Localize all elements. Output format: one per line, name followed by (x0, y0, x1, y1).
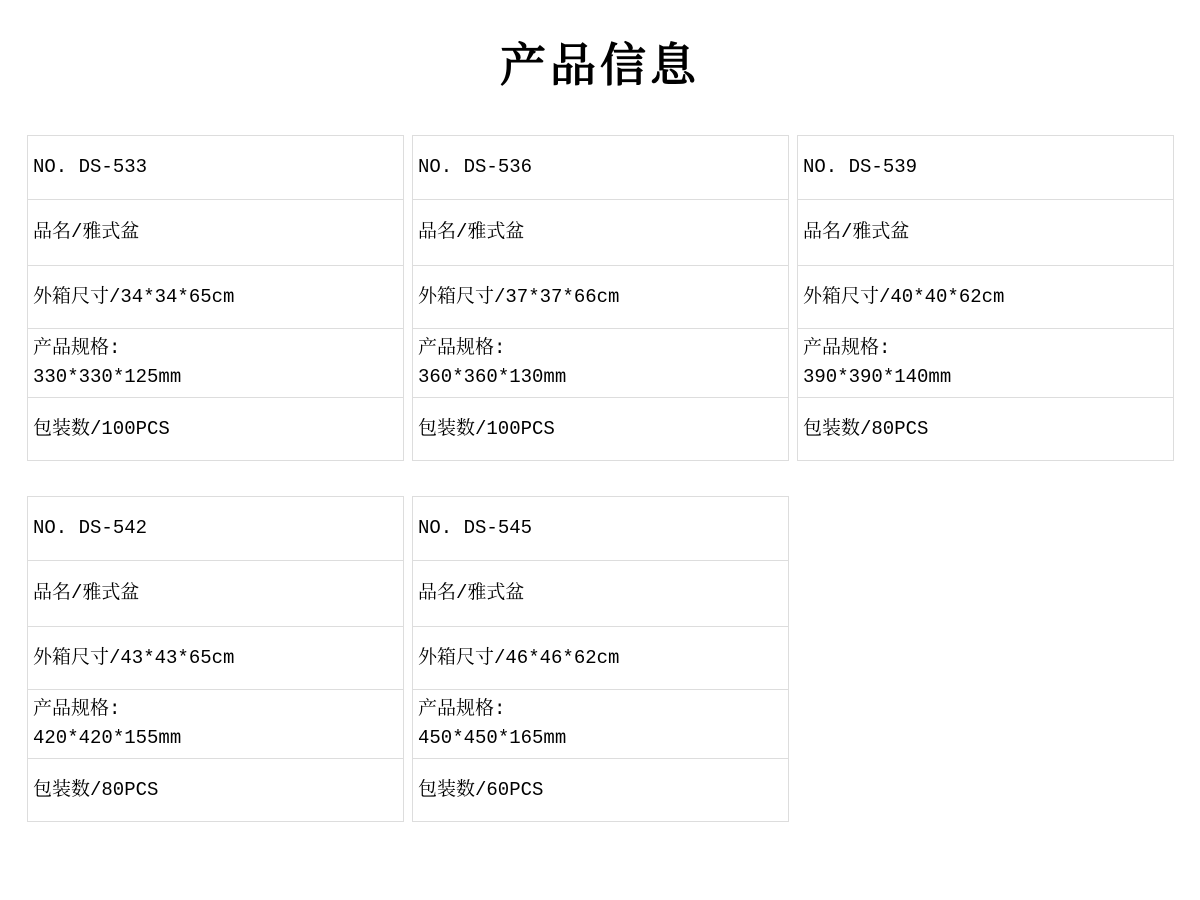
product-no: NO. DS-533 (28, 136, 403, 200)
product-spec (798, 329, 1173, 398)
product-cards-grid (27, 135, 1174, 822)
product-card-ds542 (27, 496, 404, 822)
product-card-ds539 (797, 135, 1174, 461)
product-spec-value: 390*390*140mm (803, 366, 952, 388)
product-name: 品名/雅式盆 (28, 561, 403, 627)
product-box-size: 外箱尺寸/37*37*66cm (413, 266, 788, 329)
product-spec (413, 690, 788, 759)
product-pack-count: 包装数/60PCS (418, 778, 544, 801)
product-no: NO. DS-542 (28, 497, 403, 561)
product-spec (28, 329, 403, 398)
product-name: 品名/雅式盆 (28, 200, 403, 266)
page-title: 产品信息 (500, 38, 700, 92)
product-name: 品名/雅式盆 (413, 561, 788, 627)
product-box-size: 外箱尺寸/34*34*65cm (28, 266, 403, 329)
product-name: 品名/雅式盆 (798, 200, 1173, 266)
product-spec-value: 450*450*165mm (418, 727, 567, 749)
product-spec-value: 420*420*155mm (33, 727, 182, 749)
product-spec-label: 产品规格: (418, 698, 506, 720)
product-spec-label: 产品规格: (803, 337, 891, 359)
product-pack-count: 包装数/100PCS (418, 417, 555, 440)
product-spec-value: 330*330*125mm (33, 366, 182, 388)
product-spec-label: 产品规格: (418, 337, 506, 359)
product-box-size: 外箱尺寸/43*43*65cm (28, 627, 403, 690)
product-card-ds536 (412, 135, 789, 461)
product-spec-value: 360*360*130mm (418, 366, 567, 388)
product-card-ds533 (27, 135, 404, 461)
product-spec-label: 产品规格: (33, 698, 121, 720)
product-pack-count: 包装数/100PCS (33, 417, 170, 440)
product-spec (413, 329, 788, 398)
product-no: NO. DS-545 (413, 497, 788, 561)
product-spec-label: 产品规格: (33, 337, 121, 359)
product-box-size: 外箱尺寸/40*40*62cm (798, 266, 1173, 329)
product-no: NO. DS-539 (798, 136, 1173, 200)
product-card-ds545 (412, 496, 789, 822)
product-pack-count: 包装数/80PCS (33, 778, 159, 801)
product-pack-count: 包装数/80PCS (803, 417, 929, 440)
product-no: NO. DS-536 (413, 136, 788, 200)
product-spec (28, 690, 403, 759)
product-name: 品名/雅式盆 (413, 200, 788, 266)
product-box-size: 外箱尺寸/46*46*62cm (413, 627, 788, 690)
